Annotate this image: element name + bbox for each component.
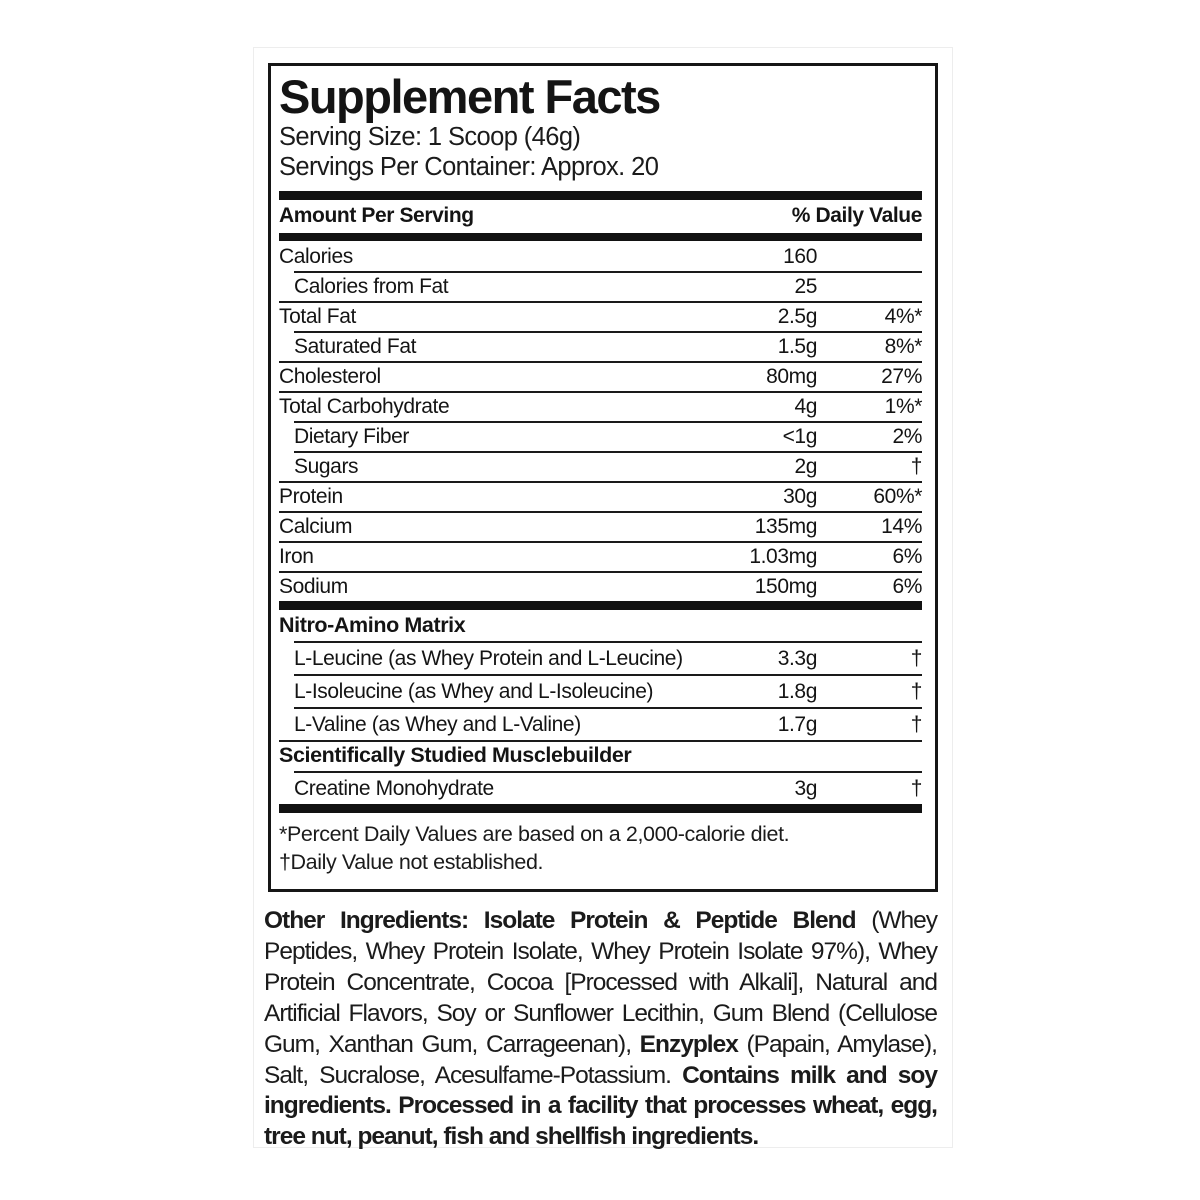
nutrient-daily-value: † xyxy=(910,455,922,479)
nutrient-daily-value: 6% xyxy=(892,575,922,599)
divider-bar-thick xyxy=(279,601,922,610)
row-divider xyxy=(279,511,922,513)
nutrient-name: L-Isoleucine (as Whey and L-Isoleucine) xyxy=(294,679,654,703)
section-header xyxy=(279,740,922,771)
table-row xyxy=(279,541,922,571)
nutrient-table xyxy=(279,241,922,601)
nutrient-amount: 80mg xyxy=(766,365,817,389)
nutrient-daily-value: 8%* xyxy=(884,335,922,359)
nutrient-amount: 160 xyxy=(783,245,817,269)
nutrient-daily-value: 6% xyxy=(892,545,922,569)
table-row xyxy=(279,331,922,361)
column-header-amount-per-serving: Amount Per Serving xyxy=(279,204,474,228)
table-row xyxy=(279,641,922,674)
row-divider xyxy=(279,571,922,573)
nutrient-name: Total Carbohydrate xyxy=(279,395,450,419)
ingredients-segment: (Papain, Amylase), Salt, Sucralose, Acesulfame-Potassium. xyxy=(264,1030,937,1089)
nutrient-amount: 25 xyxy=(794,275,817,299)
nutrient-daily-value xyxy=(817,255,922,257)
nutrient-daily-value: † xyxy=(910,712,922,736)
table-row xyxy=(279,571,922,601)
servings-per-container: Servings Per Container: Approx. 20 xyxy=(279,152,659,181)
table-row xyxy=(279,391,922,421)
nutrient-daily-value xyxy=(817,285,922,287)
row-divider xyxy=(294,707,922,709)
row-divider xyxy=(294,331,922,333)
table-row xyxy=(279,771,922,804)
nutrient-daily-value: 60%* xyxy=(873,485,922,509)
row-divider xyxy=(294,451,922,453)
ingredient-sections xyxy=(279,610,922,804)
nutrient-amount: <1g xyxy=(782,425,817,449)
nutrient-name: Sodium xyxy=(279,575,348,599)
table-row xyxy=(279,511,922,541)
nutrient-amount: 3g xyxy=(794,776,817,800)
nutrient-daily-value: 1%* xyxy=(884,395,922,419)
nutrient-name: Sugars xyxy=(294,455,359,479)
nutrient-name: Iron xyxy=(279,545,314,569)
nutrient-name: Saturated Fat xyxy=(294,335,417,359)
nutrient-amount: 30g xyxy=(783,485,817,509)
nutrient-name: Total Fat xyxy=(279,305,356,329)
nutrient-daily-value: † xyxy=(910,646,922,670)
section-title: Nitro-Amino Matrix xyxy=(279,613,466,638)
serving-size: Serving Size: 1 Scoop (46g) xyxy=(279,122,581,151)
table-row xyxy=(279,674,922,707)
table-row xyxy=(279,241,922,271)
nutrient-amount: 4g xyxy=(794,395,817,419)
divider-bar-thick xyxy=(279,233,922,241)
nutrient-daily-value: 27% xyxy=(881,365,922,389)
table-row xyxy=(279,361,922,391)
table-row xyxy=(279,451,922,481)
table-row xyxy=(279,421,922,451)
section-header xyxy=(279,610,922,641)
row-divider xyxy=(294,674,922,676)
nutrient-amount: 1.8g xyxy=(777,679,817,703)
divider-bar-thick xyxy=(279,191,922,200)
supplement-label-panel xyxy=(253,47,953,1151)
footnotes xyxy=(279,821,922,877)
nutrient-name: Dietary Fiber xyxy=(294,425,409,449)
table-row xyxy=(279,707,922,740)
nutrient-name: Protein xyxy=(279,485,343,509)
nutrient-name: L-Leucine (as Whey Protein and L-Leucine) xyxy=(294,646,683,670)
supplement-facts-box xyxy=(268,63,938,892)
nutrient-name: L-Valine (as Whey and L-Valine) xyxy=(294,712,581,736)
nutrient-amount: 1.03mg xyxy=(749,545,817,569)
row-divider xyxy=(279,481,922,483)
table-header-row xyxy=(279,200,922,233)
row-divider xyxy=(294,641,922,643)
nutrient-amount: 1.7g xyxy=(777,712,817,736)
row-divider xyxy=(279,361,922,363)
row-divider xyxy=(279,740,922,742)
divider-bar-thick xyxy=(279,804,922,813)
nutrient-daily-value: 2% xyxy=(892,425,922,449)
ingredients-segment: Other Ingredients: Isolate Protein & Peptide Blend xyxy=(264,907,856,935)
row-divider xyxy=(294,771,922,773)
nutrient-daily-value: † xyxy=(910,776,922,800)
nutrient-amount: 3.3g xyxy=(777,646,817,670)
footnote-daily-values: *Percent Daily Values are based on a 2,000-calorie diet. xyxy=(279,822,790,847)
nutrient-name: Calories xyxy=(279,245,353,269)
row-divider xyxy=(279,301,922,303)
row-divider xyxy=(279,541,922,543)
row-divider xyxy=(294,271,922,273)
column-header-daily-value: % Daily Value xyxy=(791,204,922,228)
table-row xyxy=(279,271,922,301)
table-row xyxy=(279,481,922,511)
ingredients-segment: Contains milk and soy ingredients. Processed in a facility that processes wheat, egg, tree nut, peanut, fish and shellfish ingredients. xyxy=(264,1061,937,1151)
nutrient-amount: 150mg xyxy=(754,575,817,599)
nutrient-amount: 1.5g xyxy=(777,335,817,359)
row-divider xyxy=(279,391,922,393)
nutrient-daily-value: 4%* xyxy=(884,305,922,329)
table-row xyxy=(279,301,922,331)
nutrient-daily-value: † xyxy=(910,679,922,703)
ingredients-segment: (Whey Peptides, Whey Protein Isolate, Whey Protein Isolate 97%), Whey Protein Concentrate, Cocoa [Processed with Alkali], Natural and Artificial Flavors, Soy or Sunflower Lecithin, Gum Blend (Cellulose Gum, Xanthan Gum, Carrageenan), xyxy=(264,907,938,1058)
row-divider xyxy=(294,421,922,423)
ingredients-segment: Enzyplex xyxy=(639,1030,738,1058)
nutrient-amount: 2.5g xyxy=(777,305,817,329)
footnote-dagger: †Daily Value not established. xyxy=(279,850,544,875)
section-title: Scientifically Studied Musclebuilder xyxy=(279,743,632,768)
nutrient-name: Calcium xyxy=(279,515,353,539)
title: Supplement Facts xyxy=(279,70,660,123)
nutrient-name: Calories from Fat xyxy=(294,275,449,299)
nutrient-name: Cholesterol xyxy=(279,365,381,389)
nutrient-amount: 2g xyxy=(794,455,817,479)
nutrient-name: Creatine Monohydrate xyxy=(294,776,494,800)
nutrient-daily-value: 14% xyxy=(881,515,922,539)
nutrient-amount: 135mg xyxy=(754,515,817,539)
other-ingredients-paragraph xyxy=(264,906,937,1153)
